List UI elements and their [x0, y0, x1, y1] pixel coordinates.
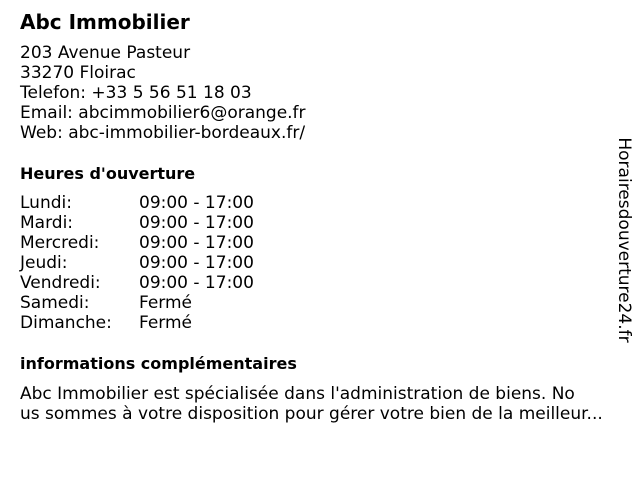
side-watermark-label: Horairesdouverture24.fr — [614, 137, 634, 343]
hours-time: 09:00 - 17:00 — [139, 273, 254, 293]
contact-block — [20, 43, 306, 143]
hours-day: Lundi: — [20, 193, 72, 213]
hours-day: Mercredi: — [20, 233, 100, 253]
business-name: Abc Immobilier — [20, 10, 190, 34]
web-line: Web: abc-immobilier-bordeaux.fr/ — [20, 123, 306, 143]
hours-row — [20, 233, 254, 253]
hours-time: 09:00 - 17:00 — [139, 213, 254, 233]
hours-row — [20, 213, 254, 233]
hours-day: Jeudi: — [20, 253, 68, 273]
hours-row — [20, 313, 254, 333]
hours-heading: Heures d'ouverture — [20, 164, 196, 183]
hours-table — [20, 193, 254, 333]
hours-time: Fermé — [139, 313, 193, 333]
hours-day: Samedi: — [20, 293, 90, 313]
hours-time: 09:00 - 17:00 — [139, 233, 254, 253]
info-line: us sommes à votre disposition pour gérer votre bien de la meilleur... — [20, 404, 603, 424]
hours-day: Vendredi: — [20, 273, 101, 293]
info-heading: informations complémentaires — [20, 354, 297, 373]
hours-row — [20, 253, 254, 273]
address-city: 33270 Floirac — [20, 63, 136, 83]
hours-day: Mardi: — [20, 213, 74, 233]
hours-row — [20, 293, 254, 313]
hours-time: 09:00 - 17:00 — [139, 253, 254, 273]
phone-line: Telefon: +33 5 56 51 18 03 — [20, 83, 252, 103]
info-line: Abc Immobilier est spécialisée dans l'administration de biens. No — [20, 384, 575, 404]
hours-time: 09:00 - 17:00 — [139, 193, 254, 213]
address-street: 203 Avenue Pasteur — [20, 43, 191, 63]
hours-day: Dimanche: — [20, 313, 112, 333]
hours-time: Fermé — [139, 293, 193, 313]
email-line: Email: abcimmobilier6@orange.fr — [20, 103, 306, 123]
info-description — [20, 384, 625, 424]
hours-row — [20, 193, 254, 213]
hours-row — [20, 273, 254, 293]
